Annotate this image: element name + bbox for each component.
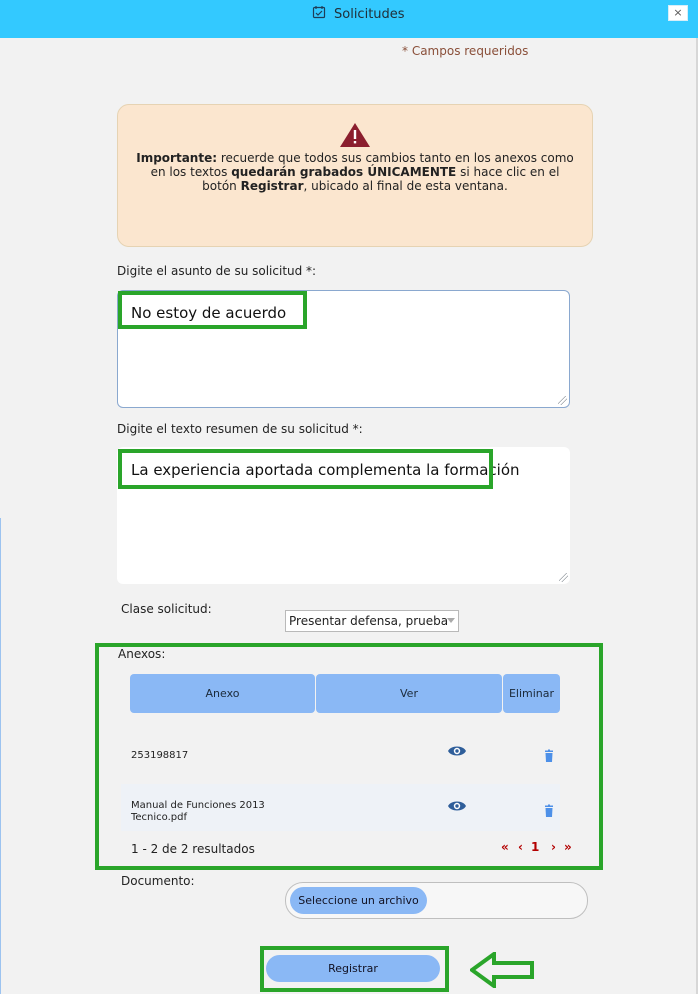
- required-fields-note: * Campos requeridos: [402, 44, 529, 58]
- chevron-down-icon: [447, 618, 455, 623]
- summary-value: La experiencia aportada complementa la formación: [131, 461, 520, 479]
- notice-text: [132, 151, 578, 193]
- window-title-group: [312, 5, 405, 23]
- notice-important-label: Importante:: [136, 151, 218, 165]
- select-file-button[interactable]: Seleccione un archivo: [290, 887, 427, 914]
- warning-triangle-icon: [339, 122, 371, 148]
- document-label: Documento:: [121, 874, 195, 888]
- register-button[interactable]: Registrar: [266, 955, 440, 982]
- pagination-prev[interactable]: ‹: [518, 840, 523, 854]
- notice-text-part3: , ubicado al final de esta ventana.: [303, 179, 508, 193]
- class-select[interactable]: [285, 610, 459, 632]
- summary-label: Digite el texto resumen de su solicitud *:: [117, 422, 363, 436]
- pagination-current-page[interactable]: 1: [531, 840, 540, 854]
- resize-handle[interactable]: [558, 396, 567, 405]
- annex-column-header: Anexo: [130, 674, 315, 713]
- resize-handle[interactable]: [559, 573, 568, 582]
- left-border: [0, 518, 1, 994]
- notice-bold-part: quedarán grabados ÚNICAMENTE: [231, 165, 457, 179]
- pagination-first[interactable]: «: [501, 840, 509, 854]
- summary-highlight: [118, 449, 493, 489]
- pagination-next[interactable]: ›: [551, 840, 556, 854]
- annex-label: Anexos:: [118, 647, 166, 661]
- subject-highlight: [118, 291, 307, 329]
- view-column-header: Ver: [316, 674, 502, 713]
- arrow-left-icon: [470, 952, 534, 988]
- close-button[interactable]: ×: [668, 5, 688, 21]
- delete-column-header: Eliminar: [503, 674, 560, 713]
- notice-text-part1: recuerde que todos sus cambios tanto en los anexos como en los textos: [150, 151, 574, 179]
- subject-label: Digite el asunto de su solicitud *:: [117, 264, 317, 278]
- class-label: Clase solicitud:: [121, 602, 212, 616]
- pagination-last[interactable]: »: [564, 840, 572, 854]
- class-select-value: Presentar defensa, prueba: [289, 614, 449, 628]
- annex-row-1-name: 253198817: [131, 750, 189, 761]
- annex-row-2-name: Manual de Funciones 2013 Tecnico.pdf: [131, 800, 265, 823]
- window-title: Solicitudes: [334, 6, 405, 22]
- annex-highlight: [95, 643, 603, 870]
- pagination-summary: 1 - 2 de 2 resultados: [131, 842, 255, 856]
- important-notice: [117, 104, 593, 247]
- register-highlight: [260, 946, 449, 992]
- notice-register-word: Registrar: [240, 179, 304, 193]
- window-titlebar: [0, 0, 698, 38]
- calendar-check-icon: [312, 5, 326, 23]
- notice-text-part2: si hace clic en el botón: [202, 165, 560, 193]
- subject-value: No estoy de acuerdo: [131, 304, 287, 322]
